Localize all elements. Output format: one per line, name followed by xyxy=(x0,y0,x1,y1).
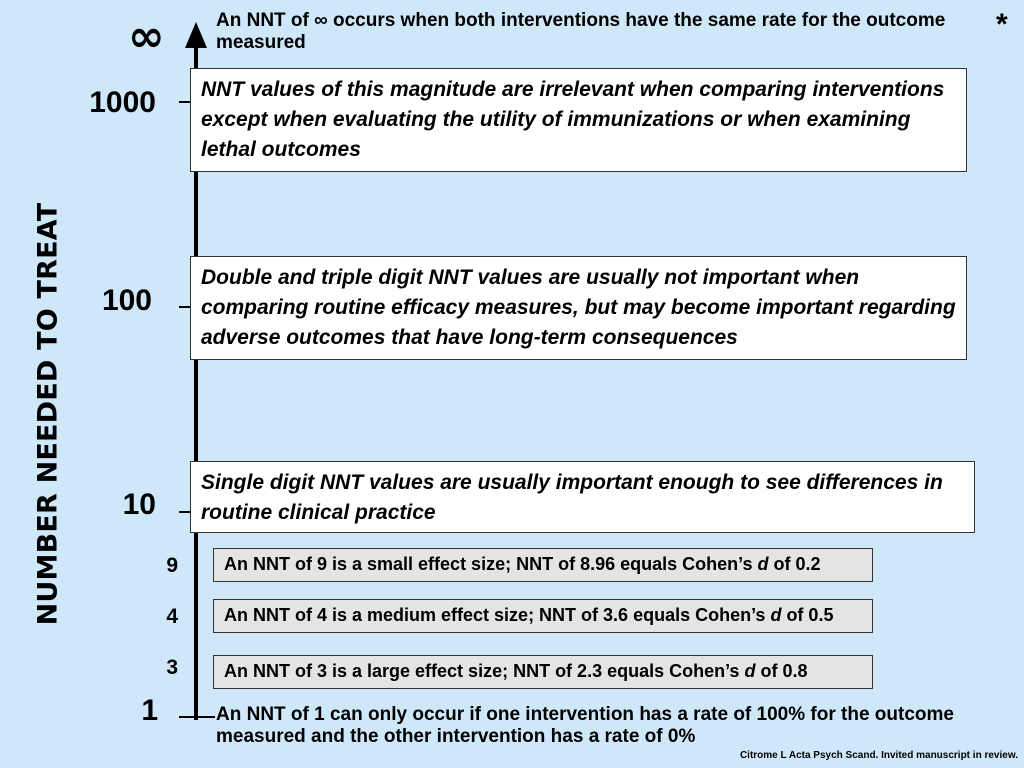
effect-large-text: An NNT of 3 is a large effect size; NNT of 2.3 equals Cohen’s xyxy=(224,661,745,681)
infinity-note: An NNT of ∞ occurs when both interventions have the same rate for the outcome measured xyxy=(216,10,946,53)
label-100: 100 xyxy=(101,284,152,317)
effect-medium-value: of 0.5 xyxy=(781,605,834,625)
tick-1 xyxy=(179,716,215,718)
cohens-d: d xyxy=(744,661,756,681)
cohens-d: d xyxy=(757,554,769,574)
effect-size-small-box xyxy=(213,548,873,582)
axis-arrow-head xyxy=(185,22,207,48)
nnt-1000-box xyxy=(190,68,967,172)
nnt-one-note: An NNT of 1 can only occur if one intervention has a rate of 100% for the outcome measured and the other intervention has a rate of 0% xyxy=(216,704,954,747)
label-1: 1 xyxy=(141,694,158,727)
effect-small-text: An NNT of 9 is a small effect size; NNT of 8.96 equals Cohen’s xyxy=(224,554,758,574)
effect-medium-text: An NNT of 4 is a medium effect size; NNT of 3.6 equals Cohen’s xyxy=(224,605,771,625)
label-9: 9 xyxy=(166,554,178,577)
effect-large-value: of 0.8 xyxy=(755,661,808,681)
infinity-label: ∞ xyxy=(128,11,165,62)
nnt-100-box xyxy=(190,256,967,360)
label-3: 3 xyxy=(166,656,178,679)
effect-small-value: of 0.2 xyxy=(768,554,821,574)
effect-size-large-box xyxy=(213,655,873,689)
cohens-d: d xyxy=(770,605,782,625)
label-4: 4 xyxy=(166,605,178,628)
nnt-100-text: Double and triple digit NNT values are usually not important when comparing routine efficacy measures, but may become important regarding adverse outcomes that have long-term consequences xyxy=(201,266,956,349)
asterisk-mark: * xyxy=(996,8,1008,41)
nnt-1000-text: NNT values of this magnitude are irrelevant when comparing interventions except when evaluating the utility of immunizations or when examining lethal outcomes xyxy=(201,78,945,161)
citation: Citrome L Acta Psych Scand. Invited manuscript in review. xyxy=(739,750,1018,761)
label-10: 10 xyxy=(122,488,156,521)
axis-title: NUMBER NEEDED TO TREAT xyxy=(32,202,64,626)
nnt-10-text: Single digit NNT values are usually important enough to see differences in routine clinical practice xyxy=(201,471,943,524)
effect-size-medium-box xyxy=(213,599,873,633)
label-1000: 1000 xyxy=(89,86,156,119)
nnt-10-box xyxy=(190,461,975,533)
